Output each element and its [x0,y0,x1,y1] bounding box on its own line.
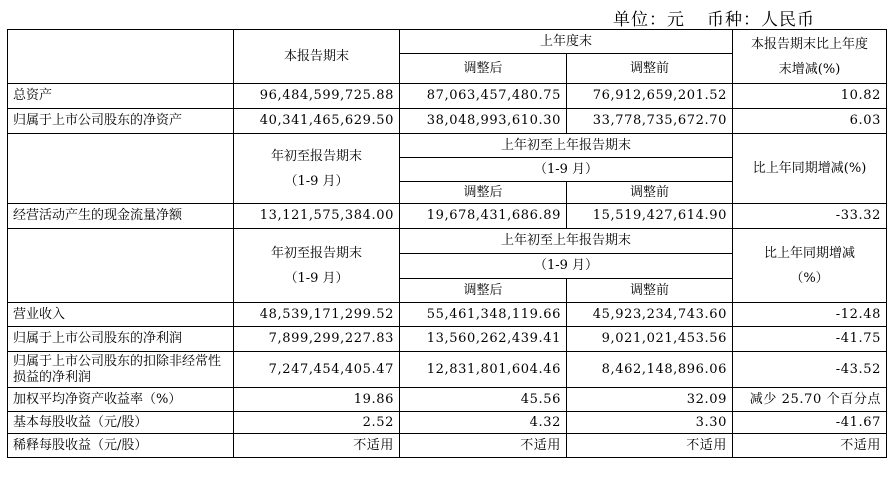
current-value: 13,121,575,384.00 [234,204,400,229]
header-blank-cell [8,30,234,84]
table-row [8,109,887,134]
change-value: -12.48 [733,303,887,327]
before-adjust-value: 15,519,427,614.90 [567,204,733,229]
row-label: 加权平均净资产收益率（%） [8,388,234,412]
change-value: -33.32 [733,204,887,229]
current-value: 40,341,465,629.50 [234,109,400,134]
header-prior-ytd: 上年初至上年报告期末 [400,134,733,158]
header-change-line2: （%） [790,270,829,286]
header-ytd-line1: 年初至报告期末 [270,245,362,261]
current-value: 7,247,454,405.47 [234,352,400,388]
adjusted-value: 55,461,348,119.66 [400,303,567,327]
before-adjust-value: 不适用 [567,434,733,458]
header-adjusted: 调整后 [400,279,567,303]
table-row [8,327,887,352]
row-label: 归属于上市公司股东的净资产 [8,109,234,134]
before-adjust-value: 3.30 [567,412,733,434]
current-value: 7,899,299,227.83 [234,327,400,352]
before-adjust-value: 9,021,021,453.56 [567,327,733,352]
header-ytd-line2: （1-9 月） [284,270,349,286]
header-change-line1: 比上年同期增减 [764,245,856,261]
header-prior-year-end: 上年度末 [400,30,733,54]
change-value: -41.75 [733,327,887,352]
table-row [8,84,887,109]
unit-label: 单位：元 [613,10,685,30]
current-value: 不适用 [234,434,400,458]
financial-data-table [7,29,887,458]
before-adjust-value: 32.09 [567,388,733,412]
header-blank-cell [8,134,234,204]
adjusted-value: 13,560,262,439.41 [400,327,567,352]
income-header-row [8,229,887,254]
current-value: 48,539,171,299.52 [234,303,400,327]
row-label: 经营活动产生的现金流量净额 [8,204,234,229]
change-value: 不适用 [733,434,887,458]
header-change-line2: 末增减(%) [778,61,841,77]
row-label: 归属于上市公司股东的净利润 [8,327,234,352]
before-adjust-value: 45,923,234,743.60 [567,303,733,327]
table-row [8,388,887,412]
header-change-pct [733,229,887,303]
row-label: 营业收入 [8,303,234,327]
change-value: -41.67 [733,412,887,434]
cashflow-header-row [8,134,887,158]
change-value: 6.03 [733,109,887,134]
before-adjust-value: 8,462,148,896.06 [567,352,733,388]
row-label: 归属于上市公司股东的扣除非经常性损益的净利润 [8,352,234,388]
adjusted-value: 87,063,457,480.75 [400,84,567,109]
current-value: 96,484,599,725.88 [234,84,400,109]
change-value: -43.52 [733,352,887,388]
adjusted-value: 45.56 [400,388,567,412]
table-row [8,412,887,434]
row-label: 总资产 [8,84,234,109]
row-label: 稀释每股收益（元/股） [8,434,234,458]
header-prior-ytd-period: （1-9 月） [400,254,733,279]
header-adjusted: 调整后 [400,182,567,204]
unit-currency-line [613,5,815,30]
current-value: 2.52 [234,412,400,434]
adjusted-value: 不适用 [400,434,567,458]
adjusted-value: 4.32 [400,412,567,434]
before-adjust-value: 33,778,735,672.70 [567,109,733,134]
header-before-adjust: 调整前 [567,54,733,84]
header-before-adjust: 调整前 [567,182,733,204]
header-ytd-line2: （1-9 月） [284,173,349,189]
adjusted-value: 19,678,431,686.89 [400,204,567,229]
header-prior-ytd-period: （1-9 月） [400,158,733,182]
header-ytd [234,229,400,303]
header-current-period: 本报告期末 [234,30,400,84]
table-row [8,352,887,388]
table-row [8,434,887,458]
table-row [8,303,887,327]
header-change-pct: 比上年同期增减(%) [733,134,887,204]
row-label: 基本每股收益（元/股） [8,412,234,434]
currency-label: 币种：人民币 [707,10,815,30]
header-blank-cell [8,229,234,303]
header-before-adjust: 调整前 [567,279,733,303]
adjusted-value: 38,048,993,610.30 [400,109,567,134]
change-value: 减少 25.70 个百分点 [733,388,887,412]
change-value: 10.82 [733,84,887,109]
balance-header-row [8,30,887,54]
before-adjust-value: 76,912,659,201.52 [567,84,733,109]
header-change-pct [733,30,887,84]
table-row [8,204,887,229]
adjusted-value: 12,831,801,604.46 [400,352,567,388]
current-value: 19.86 [234,388,400,412]
header-prior-ytd: 上年初至上年报告期末 [400,229,733,254]
header-ytd-line1: 年初至报告期末 [270,148,362,164]
header-change-line1: 本报告期末比上年度 [751,36,869,52]
header-ytd [234,134,400,204]
header-adjusted: 调整后 [400,54,567,84]
